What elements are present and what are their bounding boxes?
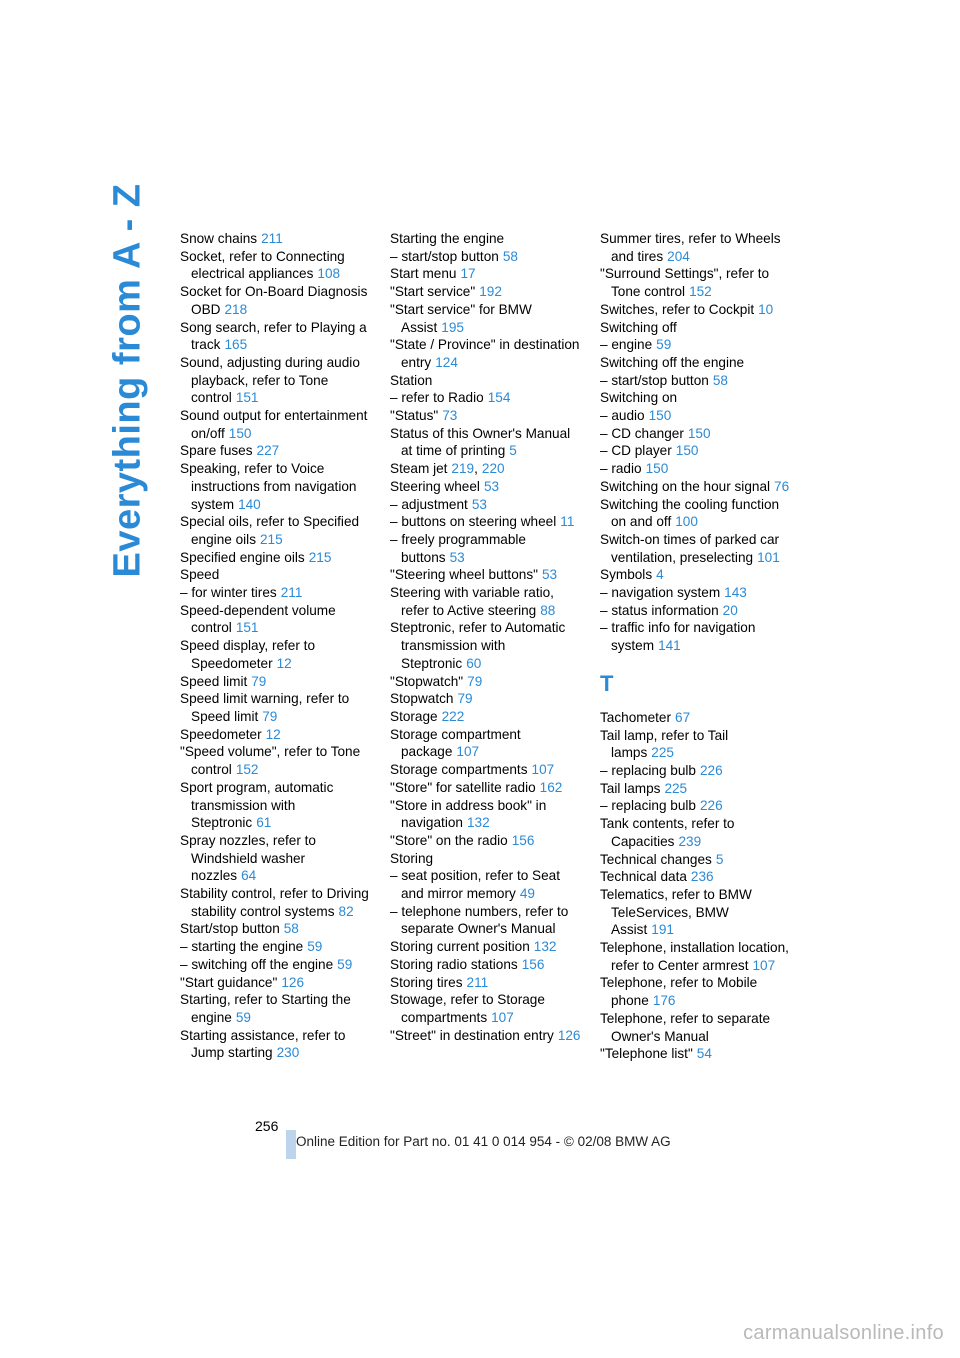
index-entry-text: Switching off the engine	[600, 354, 745, 370]
index-entry	[390, 708, 582, 726]
index-entry-text: Steering wheel	[390, 478, 480, 494]
index-entry	[180, 230, 372, 248]
index-entry	[390, 478, 582, 496]
page-link[interactable]: 150	[228, 425, 252, 441]
page-link[interactable]: 100	[675, 514, 698, 530]
page-link[interactable]: 5	[509, 443, 517, 459]
index-entry-text: – CD player	[600, 443, 672, 459]
page-link[interactable]: 67	[675, 709, 691, 725]
page-link[interactable]: 225	[651, 745, 674, 761]
index-entry-text: Tachometer	[600, 709, 672, 725]
index-entry	[390, 779, 582, 797]
page-link[interactable]: 20	[722, 602, 738, 618]
index-entry-text: Steptronic, refer to Automatic transmission with Steptronic	[390, 620, 566, 671]
index-entry	[180, 743, 372, 778]
index-entry	[600, 425, 792, 443]
page-link[interactable]: 219	[451, 461, 475, 477]
index-entry	[600, 762, 792, 780]
index-entry-text: Storage compartment package	[390, 726, 521, 760]
page-link[interactable]: 58	[502, 248, 518, 264]
page-link[interactable]: 101	[757, 549, 780, 565]
index-entry-text: Song search, refer to Playing a track	[180, 319, 367, 353]
index-entry-text: Symbols	[600, 567, 653, 583]
index-entry	[600, 301, 792, 319]
index-entry-text: – radio	[600, 461, 642, 477]
index-entry	[600, 727, 792, 762]
index-entry-text: Technical changes	[600, 851, 712, 867]
index-entry	[390, 531, 582, 566]
index-entry-text: Status of this Owner's Manual at time of printing	[390, 425, 571, 459]
page-link[interactable]: 191	[651, 922, 674, 938]
index-entry-text: "Telephone list"	[600, 1046, 693, 1062]
index-entry-text: – replacing bulb	[600, 762, 696, 778]
page-link[interactable]: 230	[276, 1045, 300, 1061]
index-entry-text: Socket, refer to Connecting electrical appliances	[180, 248, 345, 282]
page-link[interactable]: 176	[652, 993, 676, 1009]
index-entry-text: Starting assistance, refer to Jump starting	[180, 1027, 346, 1061]
page-link[interactable]: 156	[521, 956, 545, 972]
index-entry-text: Start/stop button	[180, 921, 280, 937]
index-entry	[390, 619, 582, 672]
index-entry	[600, 372, 792, 390]
page-link[interactable]: 107	[491, 1009, 514, 1025]
page-link[interactable]: 151	[235, 390, 259, 406]
index-entry-text: Storing radio stations	[390, 956, 518, 972]
page-link[interactable]: 211	[280, 585, 303, 601]
index-entry-text: "Surround Settings", refer to Tone control	[600, 266, 770, 300]
index-entry	[180, 832, 372, 885]
index-entry-text: Spray nozzles, refer to Windshield washer nozzles	[180, 832, 316, 884]
index-entry	[600, 265, 792, 300]
page-link[interactable]: 215	[260, 531, 283, 547]
index-entry	[600, 407, 792, 425]
index-entry	[600, 1010, 792, 1045]
index-entry	[180, 726, 372, 744]
index-entry	[600, 939, 792, 974]
page-link[interactable]: 88	[540, 602, 556, 618]
index-entry	[390, 496, 582, 514]
index-entry-text: Special oils, refer to Specified engine oils	[180, 514, 360, 547]
index-entry-text: Storing	[390, 850, 434, 866]
page-link[interactable]: 49	[519, 886, 535, 902]
index-entry-text: Tank contents, refer to Capacities	[600, 816, 735, 849]
index-entry-text: – status information	[600, 602, 719, 618]
index-entry-text: – CD changer	[600, 425, 684, 441]
index-entry-text: Switches, refer to Cockpit	[600, 301, 755, 317]
index-entry	[600, 566, 792, 584]
index-entry-text: Snow chains	[180, 231, 258, 246]
index-entry	[180, 442, 372, 460]
page-link[interactable]: 79	[262, 708, 278, 724]
section-letter: T	[600, 670, 614, 696]
page-link[interactable]: 59	[307, 939, 323, 955]
side-title-text: Everything from A - Z	[106, 182, 149, 578]
index-entry	[180, 513, 372, 548]
index-entry-text: Summer tires, refer to Wheels and tires	[600, 231, 781, 264]
index-entry	[600, 230, 792, 265]
index-entry-text: Storage compartments	[390, 762, 528, 778]
page-link[interactable]: 152	[235, 762, 259, 778]
page-link[interactable]: 226	[699, 762, 723, 778]
page-link[interactable]: 151	[235, 620, 259, 636]
index-entry-text: "Speed volume", refer to Tone control	[180, 744, 361, 778]
index-entry	[390, 425, 582, 460]
index-column-2	[390, 230, 582, 1044]
index-entry	[600, 478, 792, 496]
page-link[interactable]: 79	[251, 673, 267, 689]
page-link[interactable]: 165	[224, 337, 248, 353]
page-link[interactable]: 132	[533, 939, 557, 955]
index-entry	[600, 531, 792, 566]
index-entry-text: "Street" in destination entry	[390, 1027, 554, 1043]
index-entry	[180, 920, 372, 938]
index-entry	[600, 974, 792, 1009]
index-entry-text: Storing current position	[390, 939, 530, 955]
index-entry	[180, 673, 372, 691]
page-link[interactable]: 82	[338, 903, 354, 919]
index-entry	[390, 513, 582, 531]
index-entry-text: "Store" for satellite radio	[390, 779, 536, 795]
index-column-3	[600, 230, 792, 1063]
index-entry	[600, 709, 792, 727]
index-entry	[180, 637, 372, 672]
index-entry	[390, 673, 582, 691]
index-entry	[390, 832, 582, 850]
index-entry	[390, 1027, 582, 1045]
page-link[interactable]: 61	[256, 815, 272, 831]
index-entry	[180, 248, 372, 283]
page-link[interactable]: 156	[511, 832, 535, 848]
index-entry-text: – adjustment	[390, 496, 468, 512]
index-entry	[390, 460, 582, 478]
page-link[interactable]: 236	[690, 869, 714, 885]
index-entry	[600, 442, 792, 460]
index-entry-text: Sport program, automatic transmission with Steptronic	[180, 779, 334, 831]
index-entry	[390, 938, 582, 956]
index-entry	[180, 549, 372, 567]
index-entry	[600, 815, 792, 850]
page-link[interactable]: 154	[487, 390, 511, 406]
page-link[interactable]: 211	[261, 231, 283, 246]
page-link[interactable]: 162	[539, 779, 563, 795]
index-entry-text: – buttons on steering wheel	[390, 514, 557, 530]
page-link[interactable]: 58	[712, 372, 728, 388]
index-entry	[180, 690, 372, 725]
index-entry	[390, 867, 582, 902]
index-entry-text: – traffic info for navigation system	[600, 620, 756, 654]
page-link[interactable]: 220	[481, 461, 505, 477]
index-entry-text: Steam jet	[390, 461, 448, 477]
edition-bar	[286, 1130, 296, 1159]
index-entry-text: – freely programmable buttons	[390, 531, 526, 565]
index-entry	[390, 991, 582, 1026]
index-entry-text: Storage	[390, 708, 438, 724]
index-entry-text: – starting the engine	[180, 939, 304, 955]
index-entry	[600, 319, 792, 337]
index-entry	[390, 956, 582, 974]
index-entry-text: Switching on the hour signal	[600, 478, 771, 494]
page-link[interactable]: 226	[699, 798, 723, 814]
index-entry	[180, 885, 372, 920]
index-entry-text: Start menu	[390, 266, 457, 282]
index-entry	[390, 903, 582, 938]
index-entry	[390, 797, 582, 832]
page-link[interactable]: 140	[238, 496, 261, 512]
index-entry	[390, 566, 582, 584]
page-link[interactable]: 4	[656, 567, 664, 583]
index-entry-text: – refer to Radio	[390, 390, 484, 406]
index-entry-text: Station	[390, 372, 433, 388]
page-link[interactable]: 222	[441, 708, 465, 724]
index-entry	[600, 354, 792, 372]
page-link[interactable]: 152	[689, 284, 712, 300]
page-link[interactable]: 64	[241, 868, 257, 884]
page-link[interactable]: 17	[460, 266, 476, 282]
index-entry-text: – audio	[600, 408, 645, 424]
page-link[interactable]: 211	[466, 974, 489, 990]
page-link[interactable]: 76	[774, 478, 790, 494]
page-link[interactable]: 79	[467, 673, 483, 689]
page-link[interactable]: 141	[658, 638, 681, 654]
index-entry-text: Starting, refer to Starting the engine	[180, 992, 351, 1025]
page-link[interactable]: 58	[283, 921, 299, 937]
index-entry-text: Speedometer	[180, 726, 262, 742]
page-link[interactable]: 12	[276, 655, 292, 671]
page-link[interactable]: 53	[541, 567, 558, 583]
index-entry	[180, 991, 372, 1026]
index-entry-text: – for winter tires	[180, 585, 277, 601]
index-entry-text: – engine	[600, 337, 653, 353]
page-link[interactable]: 107	[752, 957, 776, 973]
index-entry-text: "Start service" for BMW Assist	[390, 301, 532, 335]
page-link[interactable]: 53	[483, 478, 500, 494]
index-entry-text: Storing tires	[390, 974, 463, 990]
page-link[interactable]: 53	[449, 549, 465, 565]
index-entry-text: Switch-on times of parked car ventilation, preselecting	[600, 531, 780, 565]
index-entry	[180, 956, 372, 974]
index-entry	[390, 974, 582, 992]
index-entry-text: Specified engine oils	[180, 549, 305, 565]
index-entry	[600, 584, 792, 602]
index-entry-text: Spare fuses	[180, 443, 253, 459]
index-entry	[180, 407, 372, 442]
index-entry-text: Sound output for entertainment on/off	[180, 408, 368, 441]
index-entry	[600, 780, 792, 798]
index-entry-text: Speed-dependent volume control	[180, 602, 336, 636]
index-entry-text: Tail lamps	[600, 780, 661, 796]
page-link[interactable]: 132	[466, 815, 490, 831]
index-entry-text: Speed display, refer to Speedometer	[180, 638, 316, 671]
page-link[interactable]: 150	[675, 443, 699, 459]
index-entry-text: – telephone numbers, refer to separate Owner's Manual	[390, 903, 569, 937]
index-entry	[600, 602, 792, 620]
index-entry-text: "Stopwatch"	[390, 673, 464, 689]
page-link[interactable]: 126	[557, 1027, 581, 1043]
page-link[interactable]: 150	[645, 461, 669, 477]
index-entry-text: Starting the engine	[390, 231, 505, 246]
page-link[interactable]: 11	[560, 514, 575, 530]
page-link[interactable]: 225	[664, 780, 688, 796]
index-entry	[180, 938, 372, 956]
index-entry	[600, 460, 792, 478]
index-entry-text: "State / Province" in destination entry	[390, 337, 580, 370]
index-entry-text: Speed limit warning, refer to Speed limit	[180, 691, 350, 724]
page-link[interactable]: 5	[715, 851, 724, 867]
index-entry	[390, 372, 582, 390]
index-entry	[180, 566, 372, 584]
page-link[interactable]: 10	[758, 301, 774, 317]
edition-footer: Online Edition for Part no. 01 41 0 014 954 - © 02/08 BMW AG	[296, 1134, 671, 1149]
index-entry-text: – start/stop button	[390, 248, 499, 264]
index-entry-text: – replacing bulb	[600, 798, 696, 814]
page-link[interactable]: 107	[456, 744, 480, 760]
index-entry-text: "Start guidance"	[180, 974, 278, 990]
index-entry-text: Telephone, refer to separate Owner's Manual	[600, 1010, 771, 1044]
index-entry-text: – switching off the engine	[180, 956, 334, 972]
index-entry	[390, 850, 582, 868]
index-entry-text: "Status"	[390, 408, 439, 424]
index-entry	[600, 886, 792, 939]
index-entry	[390, 230, 582, 248]
index-entry-text: Tail lamp, refer to Tail lamps	[600, 727, 729, 761]
page-link[interactable]: 59	[235, 1009, 251, 1025]
index-entry-text: Telephone, installation location, refer to Center armrest	[600, 940, 789, 973]
index-entry-text: Technical data	[600, 869, 687, 885]
index-entry	[600, 619, 792, 654]
page-link[interactable]: 195	[441, 319, 464, 335]
index-entry	[390, 248, 582, 266]
index-entry	[600, 1045, 792, 1063]
index-entry	[390, 584, 582, 619]
index-entry	[600, 389, 792, 407]
page-number: 256	[255, 1118, 279, 1134]
page-link[interactable]: 12	[265, 726, 281, 742]
index-entry	[180, 354, 372, 407]
page-link[interactable]: 53	[471, 496, 487, 512]
index-entry	[390, 389, 582, 407]
index-entry	[180, 1027, 372, 1062]
side-title	[100, 182, 156, 578]
index-entry-text: Socket for On-Board Diagnosis OBD	[180, 284, 368, 317]
index-entry-text: Switching on	[600, 390, 678, 406]
index-entry	[390, 301, 582, 336]
index-entry-text: "Store in address book" in navigation	[390, 797, 547, 831]
page-link[interactable]: 124	[435, 354, 458, 370]
index-entry	[390, 690, 582, 708]
index-entry	[390, 283, 582, 301]
index-entry-text: Switching the cooling function on and off	[600, 496, 780, 530]
page-link[interactable]: 59	[656, 337, 672, 353]
page-link[interactable]: 204	[667, 248, 690, 264]
index-entry	[390, 761, 582, 779]
index-entry-text: – start/stop button	[600, 372, 709, 388]
index-entry	[600, 336, 792, 354]
index-entry-text: Steering with variable ratio, refer to Active steering	[390, 585, 554, 618]
index-entry-text: Speed	[180, 567, 220, 583]
page-link[interactable]: 227	[256, 443, 280, 459]
index-entry	[180, 584, 372, 602]
page-link[interactable]: 218	[224, 301, 248, 317]
index-entry	[600, 851, 792, 869]
page-link[interactable]: 73	[442, 408, 458, 424]
index-entry	[180, 460, 372, 513]
index-entry	[600, 868, 792, 886]
page-link[interactable]: 143	[724, 585, 747, 601]
index-entry	[180, 283, 372, 318]
index-entry-text: "Start service"	[390, 284, 476, 300]
index-entry-text: – navigation system	[600, 585, 721, 601]
index-entry	[180, 779, 372, 832]
index-entry-text: Sound, adjusting during audio playback, refer to Tone control	[180, 354, 360, 406]
index-entry-text: Stowage, refer to Storage compartments	[390, 992, 545, 1025]
index-entry-text: "Steering wheel buttons"	[390, 567, 538, 583]
page-link[interactable]: 150	[687, 425, 711, 441]
index-entry-text: Speaking, refer to Voice instructions from navigation system	[180, 461, 357, 512]
index-entry-text: – seat position, refer to Seat and mirror memory	[390, 868, 561, 902]
page-link[interactable]: 54	[696, 1046, 712, 1062]
index-entry	[390, 726, 582, 761]
page-link[interactable]: 108	[317, 266, 341, 282]
index-entry	[180, 319, 372, 354]
page-link[interactable]: 107	[531, 762, 555, 778]
index-entry-text: Stopwatch	[390, 691, 454, 707]
index-entry-text: Speed limit	[180, 673, 248, 689]
index-entry-text: "Store" on the radio	[390, 832, 508, 848]
index-entry	[180, 602, 372, 637]
index-entry	[180, 974, 372, 992]
index-entry-text: Switching off	[600, 319, 677, 335]
page-link[interactable]: 192	[479, 284, 502, 300]
index-entry	[600, 797, 792, 815]
page-link[interactable]: 60	[466, 655, 482, 671]
index-entry-text: Telephone, refer to Mobile phone	[600, 975, 758, 1009]
page-link[interactable]: 215	[308, 549, 332, 565]
page-link[interactable]: 239	[678, 833, 702, 849]
page-link[interactable]: 126	[281, 974, 305, 990]
watermark: carmanualsonline.info	[743, 1322, 944, 1344]
page-link[interactable]: 150	[648, 408, 672, 424]
page-link[interactable]: 79	[457, 691, 473, 707]
index-entry-text: Stability control, refer to Driving stability control systems	[180, 886, 369, 919]
index-entry	[390, 407, 582, 425]
index-entry	[390, 336, 582, 371]
index-entry-text: Telematics, refer to BMW TeleServices, BMW Assist	[600, 886, 752, 938]
index-column-1	[180, 230, 372, 1062]
page-link[interactable]: 59	[337, 956, 353, 972]
page-separator: ,	[474, 461, 478, 477]
index-entry	[390, 265, 582, 283]
index-entry	[600, 496, 792, 531]
